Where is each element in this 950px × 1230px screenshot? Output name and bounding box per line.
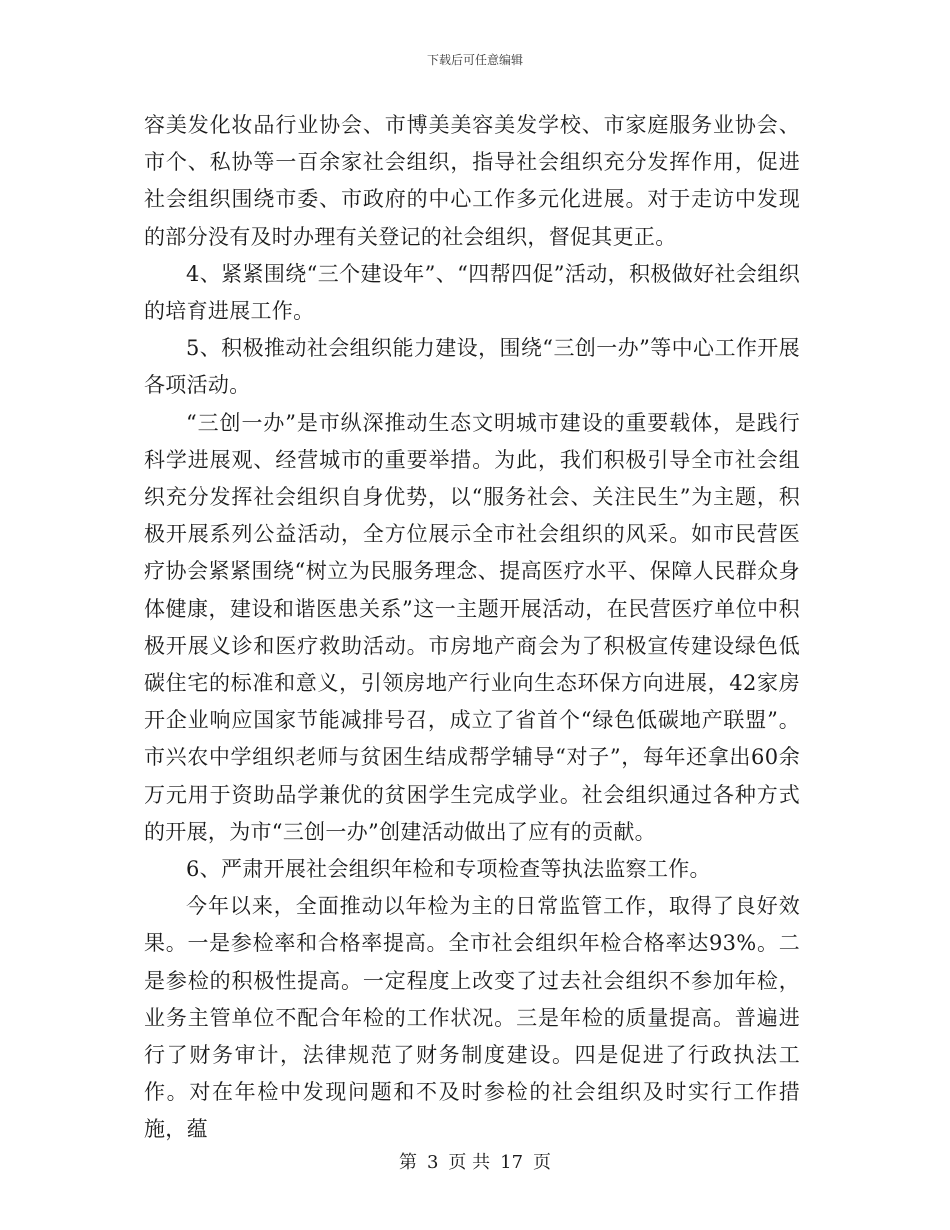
paragraph-5: 6、严肃开展社会组织年检和专项检查等执法监察工作。 [186,857,711,882]
footer-total-pages: 17 [500,1152,524,1173]
paragraph-1: 容美发化妆品行业协会、市博美美容美发学校、市家庭服务业协会、市个、私协等一百余家社会组织，指导社会组织充分发挥作用，促进社会组织围绕市委、市政府的中心工作多元化进展。对于走访中发现的部分没有及时办理有关登记的社会组织，督促其更正。 [144,113,800,249]
page-number-footer [0,1151,950,1175]
paragraph-4: “三创一办”是市纵深推动生态文明城市建设的重要载体，是践行科学进展观、经营城市的重要举措。为此，我们积极引导全市社会组织充分发挥社会组织自身优势，以“服务社会、关注民生”为主题，积极开展系列公益活动，全方位展示全市社会组织的风采。如市民营医疗协会紧紧围绕“树立为民服务理念、提高医疗水平、保障人民群众身体健康，建设和谐医患关系”这一主题开展活动，在民营医疗单位中积极开展义诊和医疗救助活动。市房地产商会为了积极宣传建设绿色低碳住宅的标准和意义，引领房地产行业向生态环保方向进展，42家房开企业响应国家节能减排号召，成立了省首个“绿色低碳地产联盟”。市兴农中学组织老师与贫困生结成帮学辅导“对子”，每年还拿出60余万元用于资助品学兼优的贫困学生完成学业。社会组织通过各种方式的开展，为市“三创一办”创建活动做出了应有的贡献。 [144,410,800,844]
footer-prefix: 第 [398,1152,417,1173]
paragraph-6: 今年以来，全面推动以年检为主的日常监管工作，取得了良好效果。一是参检率和合格率提高。全市社会组织年检合格率达93%。二是参检的积极性提高。一定程度上改变了过去社会组织不参加年检，业务主管单位不配合年检的工作状况。三是年检的质量提高。普遍进行了财务审计，法律规范了财务制度建设。四是促进了行政执法工作。对在年检中发现问题和不及时参检的社会组织及时实行工作措施，蕴 [144,894,800,1142]
page-header-note: 下载后可任意编辑 [426,53,523,67]
document-body [144,107,800,1149]
paragraph-3: 5、积极推动社会组织能力建设，围绕“三创一办”等中心工作开展各项活动。 [144,336,800,398]
paragraph-2: 4、紧紧围绕“三个建设年”、“四帮四促”活动，积极做好社会组织的培育进展工作。 [144,261,800,324]
footer-current-page: 3 [426,1152,439,1173]
footer-suffix: 页 [533,1152,552,1173]
footer-middle: 页 共 [448,1152,491,1173]
